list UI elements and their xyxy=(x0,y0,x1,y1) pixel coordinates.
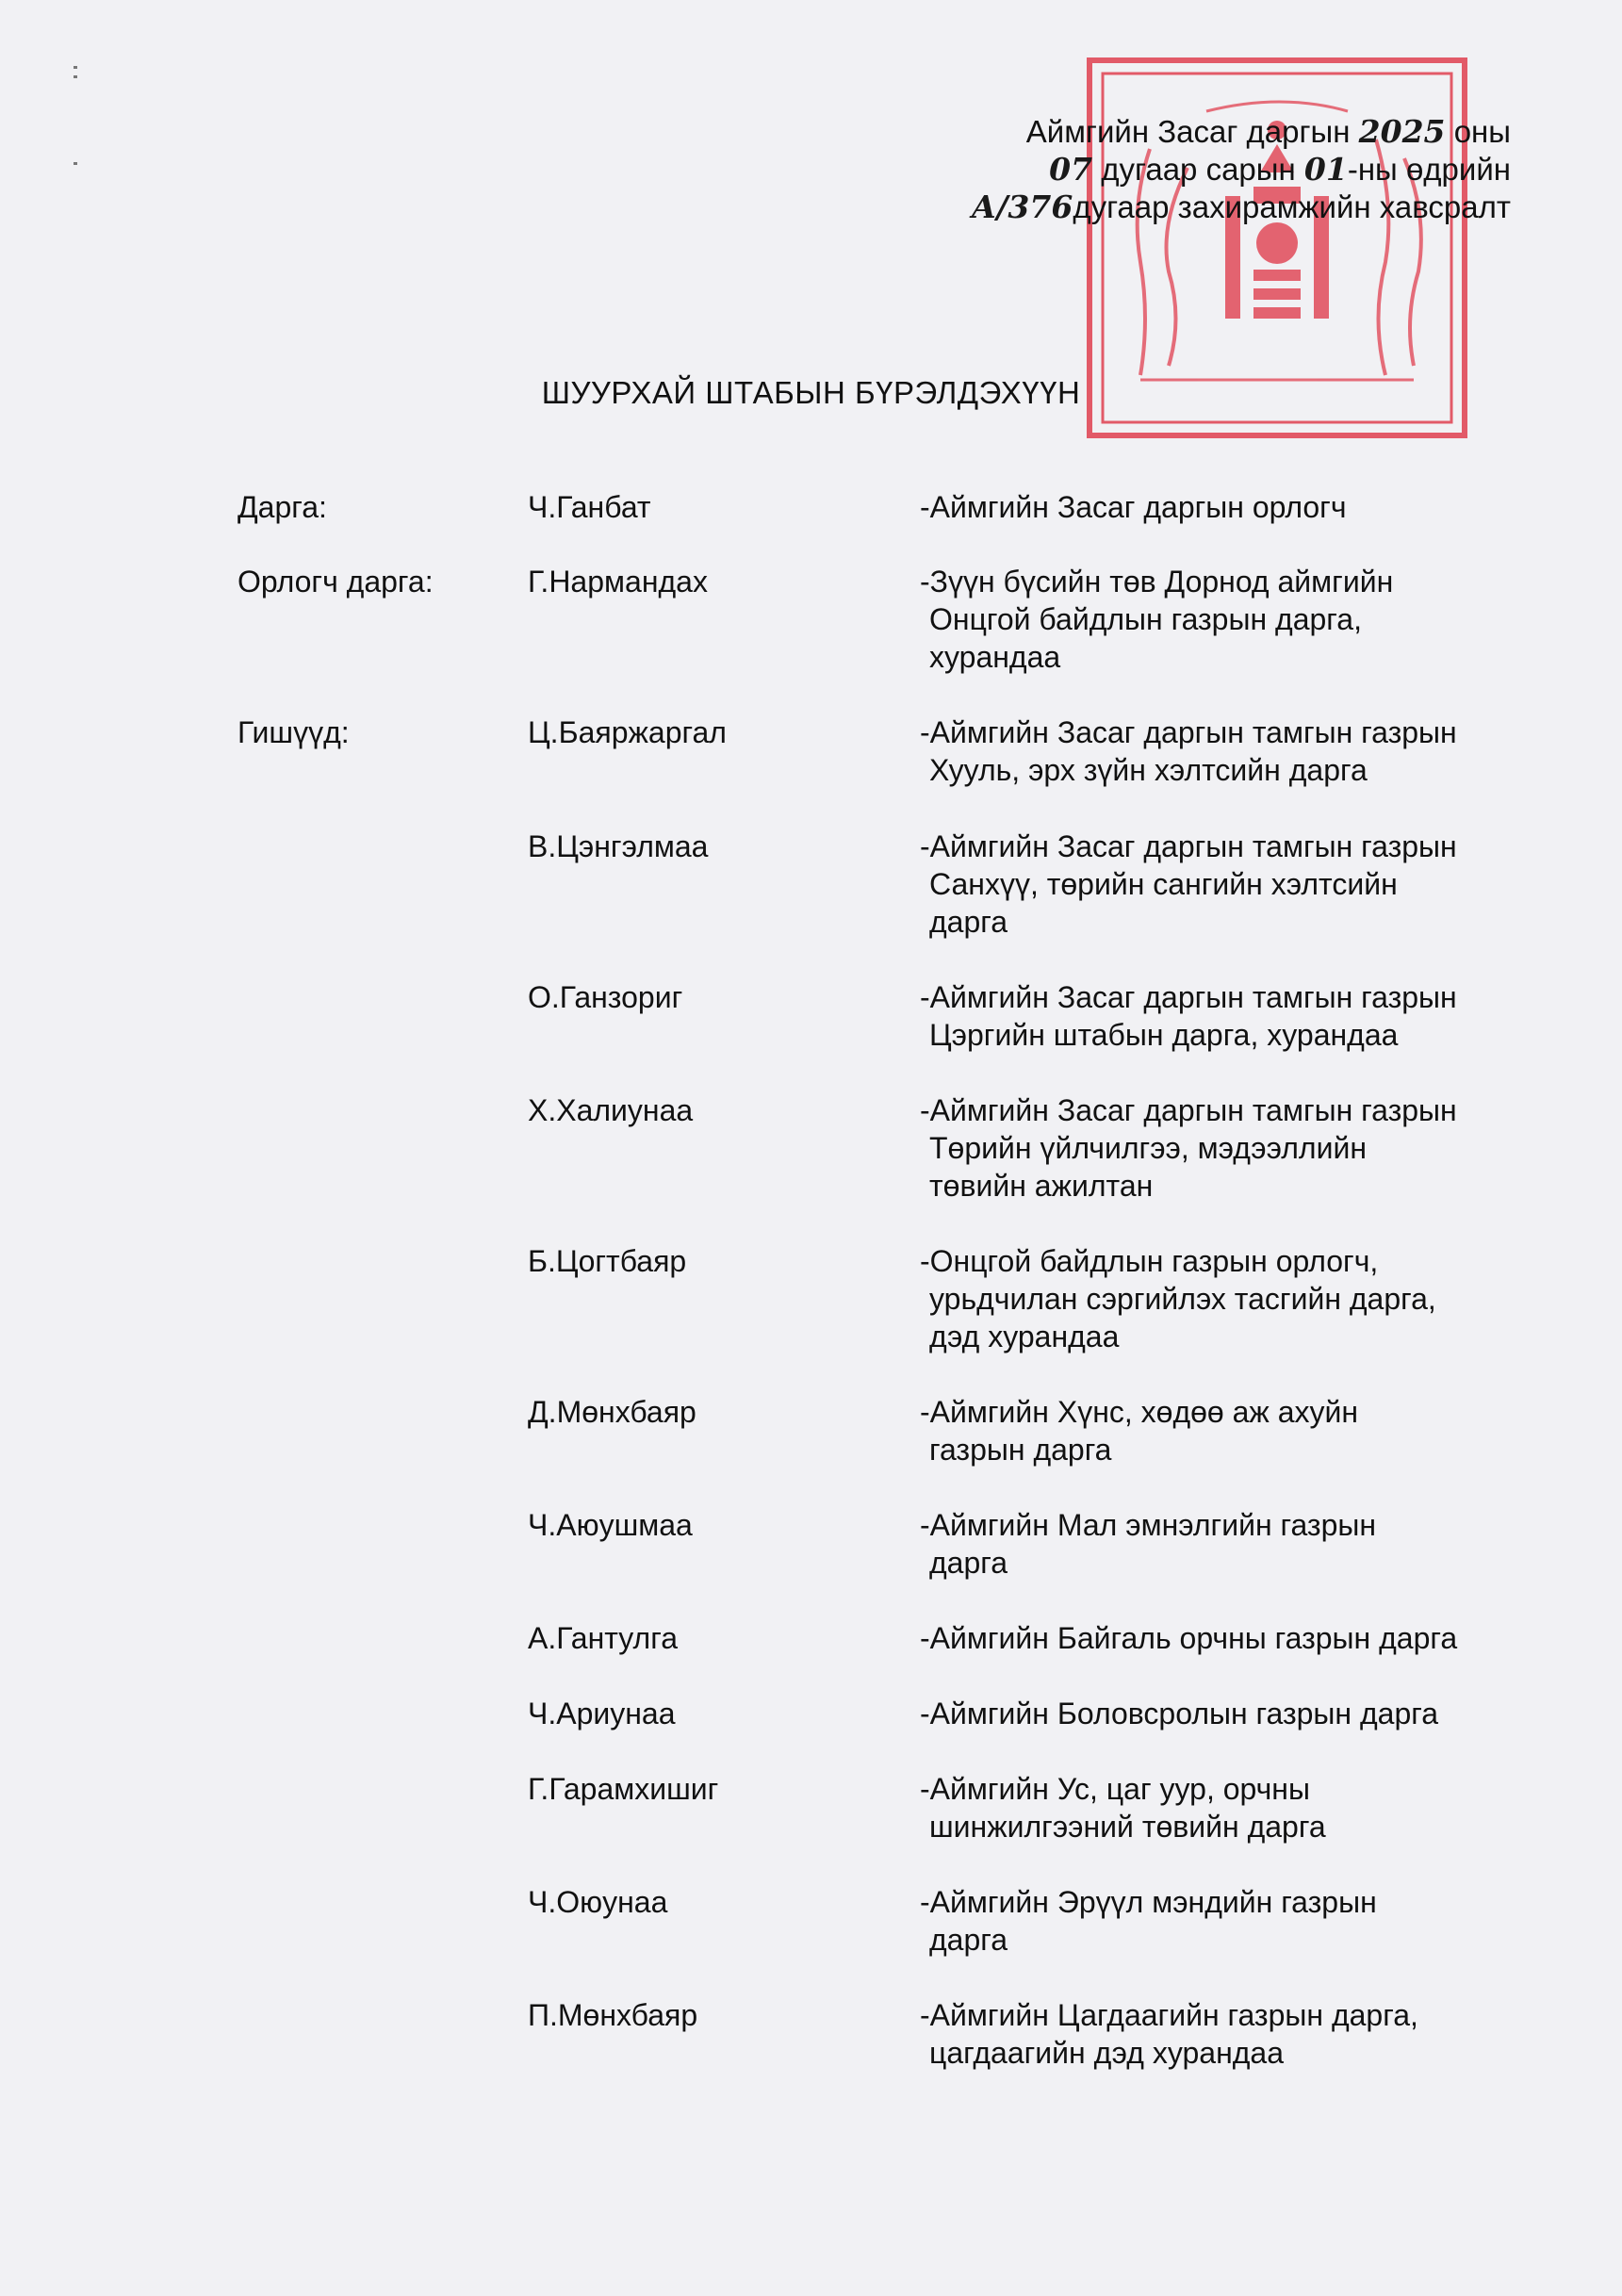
member-name: Д.Мөнхбаяр xyxy=(528,1395,696,1429)
member-position xyxy=(920,1393,1523,1468)
member-position-line: -Аймгийн Ус, цаг уур, орчны xyxy=(920,1772,1310,1806)
member-position-line: Онцгой байдлын газрын дарга, xyxy=(929,602,1362,636)
handwritten-year: 2025 xyxy=(1358,113,1446,150)
member-position-line: газрын дарга xyxy=(929,1433,1112,1467)
member-position-line: -Аймгийн Засаг даргын тамгын газрын xyxy=(920,1093,1457,1127)
member-name: А.Гантулга xyxy=(528,1621,678,1655)
member-name: О.Ганзориг xyxy=(528,980,683,1014)
member-name: Ч.Аюушмаа xyxy=(528,1508,693,1542)
member-position-line: -Аймгийн Хүнс, хөдөө аж ахуйн xyxy=(920,1395,1359,1429)
member-position xyxy=(920,1242,1523,1355)
member-position-line: -Аймгийн Засаг даргын орлогч xyxy=(920,490,1347,524)
member-position-line: -Аймгийн Мал эмнэлгийн газрын xyxy=(920,1508,1377,1542)
member-position xyxy=(920,1091,1523,1205)
document-title: ШУУРХАЙ ШТАБЫН БҮРЭЛДЭХҮҮН xyxy=(541,375,1081,410)
member-position xyxy=(920,488,1523,526)
member-name: П.Мөнхбаяр xyxy=(528,1998,698,2032)
handwritten-order-number: А/376 xyxy=(971,189,1073,225)
member-position xyxy=(920,563,1523,676)
member-position-line: -Аймгийн Боловсролын газрын дарга xyxy=(920,1697,1439,1730)
member-position xyxy=(920,1996,1523,2072)
member-name: Х.Халиунаа xyxy=(528,1093,694,1127)
member-position xyxy=(920,828,1523,941)
member-position xyxy=(920,1619,1523,1657)
appendix-header xyxy=(851,113,1511,226)
member-position-line: Төрийн үйлчилгээ, мэдээллийн xyxy=(929,1131,1367,1165)
member-position xyxy=(920,978,1523,1054)
member-position-line: Санхүү, төрийн сангийн хэлтсийн xyxy=(929,867,1398,901)
member-name: Ц.Баяржаргал xyxy=(528,715,727,749)
member-position-line: Хууль, эрх зүйн хэлтсийн дарга xyxy=(929,753,1368,787)
member-position-line: дарга xyxy=(929,1923,1008,1957)
member-position xyxy=(920,713,1523,789)
member-role: Дарга: xyxy=(238,490,327,524)
member-position-line: дэд хурандаа xyxy=(929,1320,1120,1353)
header-line-3: А/376дугаар захирамжийн хавсралт xyxy=(971,189,1511,225)
member-position xyxy=(920,1883,1523,1959)
member-name: Г.Нармандах xyxy=(528,565,708,599)
member-position xyxy=(920,1695,1523,1732)
member-name: Ч.Ариунаа xyxy=(528,1697,676,1730)
member-name: Ч.Оюунаа xyxy=(528,1885,668,1919)
member-position-line: цагдаагийн дэд хурандаа xyxy=(929,2036,1284,2070)
member-position-line: -Аймгийн Эрүүл мэндийн газрын xyxy=(920,1885,1377,1919)
member-position-line: Цэргийн штабын дарга, хурандаа xyxy=(929,1018,1399,1052)
member-position-line: -Онцгой байдлын газрын орлогч, xyxy=(920,1244,1379,1278)
member-name: Г.Гарамхишиг xyxy=(528,1772,719,1806)
header-line-1: Аймгийн Засаг даргын 2025 оны xyxy=(1025,113,1511,150)
handwritten-day: 01 xyxy=(1303,151,1348,188)
handwritten-month: 07 xyxy=(1049,151,1093,188)
member-position-line: -Аймгийн Засаг даргын тамгын газрын xyxy=(920,980,1457,1014)
member-role: Орлогч дарга: xyxy=(238,565,434,599)
member-position-line: хурандаа xyxy=(929,640,1061,674)
member-position-line: -Аймгийн Засаг даргын тамгын газрын xyxy=(920,715,1457,749)
member-name: В.Цэнгэлмаа xyxy=(528,829,709,863)
member-position xyxy=(920,1506,1523,1582)
header-line-2: 07 дугаар сарын 01-ны өдрийн xyxy=(1049,151,1511,188)
member-position-line: шинжилгээний төвийн дарга xyxy=(929,1810,1326,1844)
member-position-line: -Аймгийн Байгаль орчны газрын дарга xyxy=(920,1621,1458,1655)
member-position-line: төвийн ажилтан xyxy=(929,1169,1154,1203)
member-position-line: урьдчилан сэргийлэх тасгийн дарга, xyxy=(929,1282,1436,1316)
member-role: Гишүүд: xyxy=(238,715,350,749)
member-position-line: -Аймгийн Цагдаагийн газрын дарга, xyxy=(920,1998,1418,2032)
member-name: Б.Цогтбаяр xyxy=(528,1244,687,1278)
member-position-line: дарга xyxy=(929,905,1008,939)
member-position-line: -Зүүн бүсийн төв Дорнод аймгийн xyxy=(920,565,1394,599)
member-name: Ч.Ганбат xyxy=(528,490,651,524)
member-position-line: -Аймгийн Засаг даргын тамгын газрын xyxy=(920,829,1457,863)
member-position xyxy=(920,1770,1523,1845)
member-position-line: дарга xyxy=(929,1546,1008,1580)
